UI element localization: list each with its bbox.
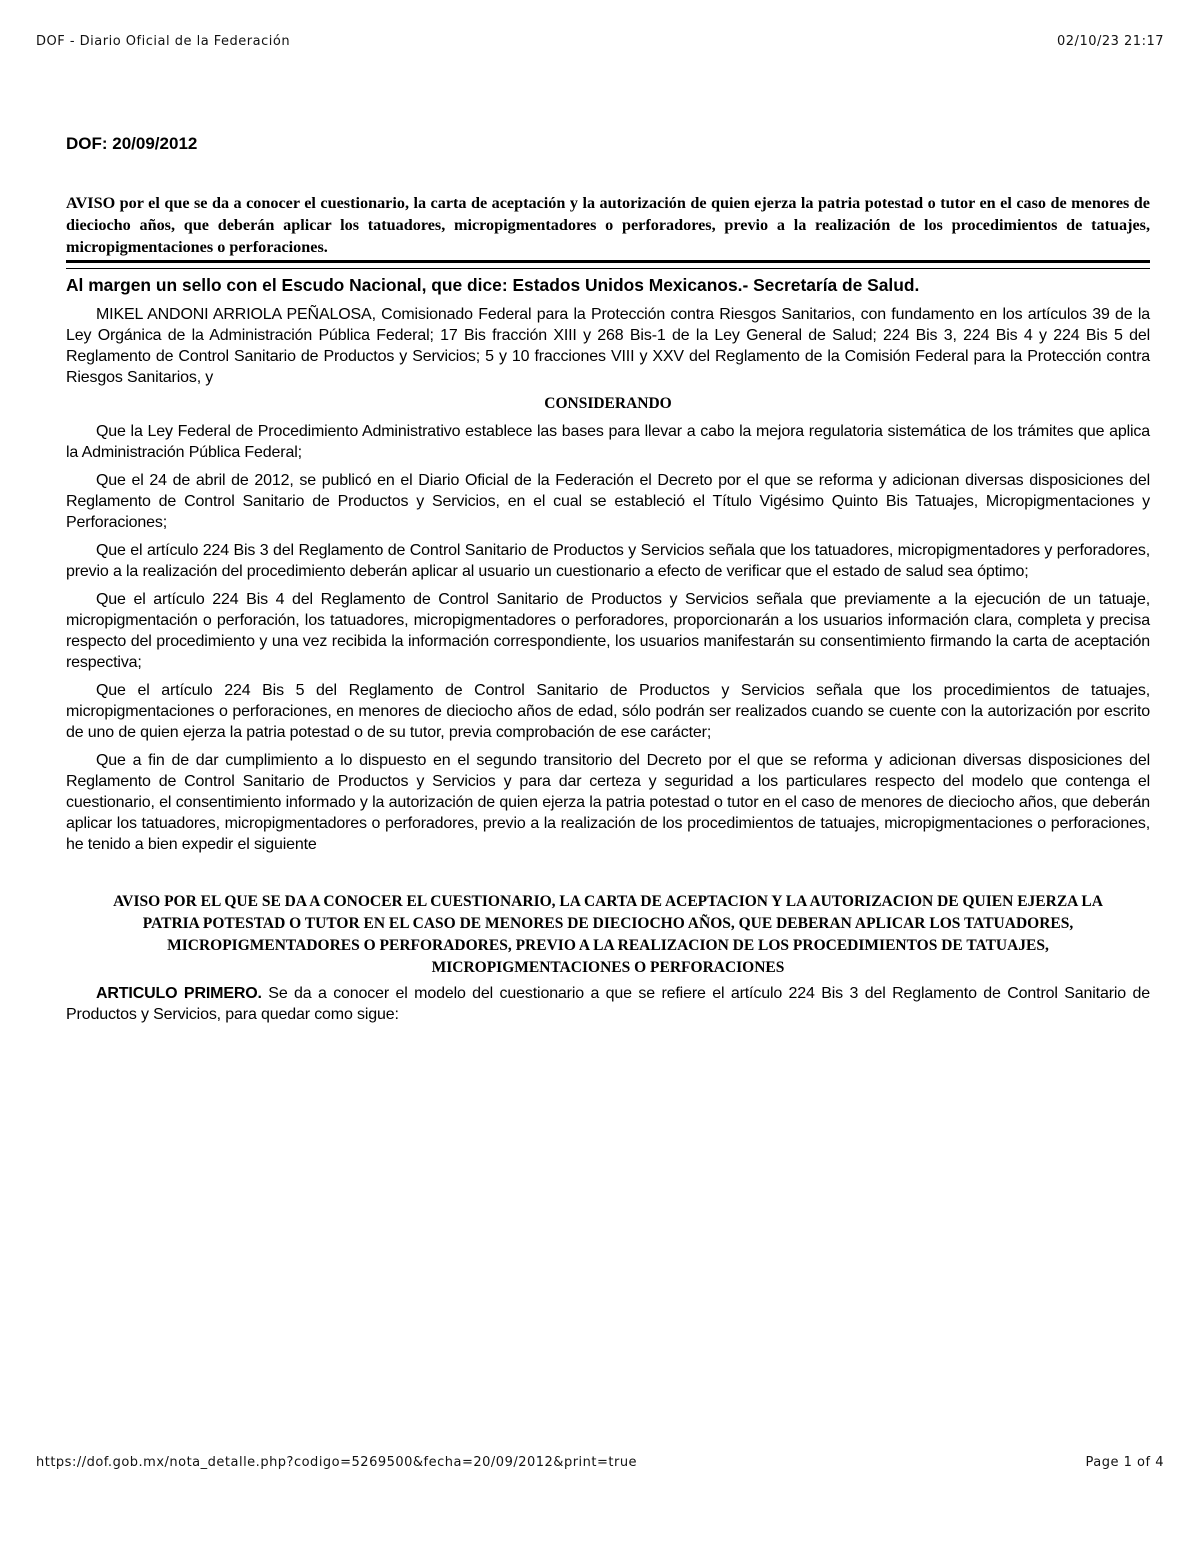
print-footer-url: https://dof.gob.mx/nota_detalle.php?codigo=5269500&fecha=20/09/2012&print=true bbox=[36, 1455, 638, 1470]
title-divider-thin bbox=[66, 268, 1150, 269]
aviso-caps-title: AVISO POR EL QUE SE DA A CONOCER EL CUESTIONARIO, LA CARTA DE ACEPTACION Y LA AUTORIZACION DE QUIEN EJERZA LA PATRIA POTESTAD O TUTOR EN EL CASO DE MENORES DE DIECIOCHO AÑOS, QUE DEBERAN APLICAR LOS TATUADORES, MICROPIGMENTADORES O PERFORADORES, PREVIO A LA REALIZACION DE LOS PROCEDIMIENTOS DE TATUAJES, MICROPIGMENTACIONES O PERFORACIONES bbox=[113, 893, 1103, 976]
document-title: AVISO por el que se da a conocer el cuestionario, la carta de aceptación y la autorización de quien ejerza la patria potestad o tutor en el caso de menores de dieciocho años, que deberán aplicar los tatuadores, micropigmentadores o perforadores, previo a la realización de los procedimientos de tatuajes, micropigmentaciones o perforaciones. bbox=[66, 194, 1150, 256]
considerando-paragraph: Que el artículo 224 Bis 5 del Reglamento de Control Sanitario de Productos y Servicios señala que los procedimientos de tatuajes, micropigmentaciones o perforaciones, en menores de dieciocho años de edad, sólo podrán ser realizados cuando se cuente con la autorización por escrito de uno de quien ejerza la patria potestad o de su tutor, previa comprobación de ese carácter; bbox=[66, 682, 1150, 741]
considerando-paragraph: Que la Ley Federal de Procedimiento Administrativo establece las bases para llevar a cabo la mejora regulatoria sistemática de los trámites que aplica la Administración Pública Federal; bbox=[66, 423, 1150, 461]
print-footer-page-indicator: Page 1 of 4 bbox=[1085, 1455, 1164, 1470]
preamble-paragraph: MIKEL ANDONI ARRIOLA PEÑALOSA, Comisionado Federal para la Protección contra Riesgos Sanitarios, con fundamento en los artículos 39 de la Ley Orgánica de la Administración Pública Federal; 17 Bis fracción XIII y 268 Bis-1 de la Ley General de Salud; 224 Bis 3, 224 Bis 4 y 224 Bis 5 del Reglamento de Control Sanitario de Productos y Servicios; 5 y 10 fracciones VIII y XXV del Reglamento de la Comisión Federal para la Protección contra Riesgos Sanitarios, y bbox=[66, 306, 1150, 386]
print-header-site-title: DOF - Diario Oficial de la Federación bbox=[36, 34, 291, 49]
article-label: ARTICULO PRIMERO. bbox=[96, 985, 262, 1002]
print-footer bbox=[36, 1455, 1164, 1470]
dof-publication-date: DOF: 20/09/2012 bbox=[66, 134, 198, 153]
print-header-datetime: 02/10/23 21:17 bbox=[1057, 34, 1164, 49]
print-header bbox=[36, 34, 1164, 49]
article-primero-paragraph bbox=[66, 983, 1150, 1025]
considerando-paragraph: Que el artículo 224 Bis 4 del Reglamento de Control Sanitario de Productos y Servicios señala que previamente a la ejecución de un tatuaje, micropigmentación o perforación, los tatuadores, micropigmentadores o perforadores, proporcionarán a los usuarios información clara, completa y precisa respecto del procedimiento y una vez recibida la información correspondiente, los usuarios manifestarán su consentimiento firmando la carta de aceptación respectiva; bbox=[66, 591, 1150, 671]
document-body bbox=[66, 134, 1150, 1032]
considerando-paragraph: Que el artículo 224 Bis 3 del Reglamento de Control Sanitario de Productos y Servicios señala que los tatuadores, micropigmentadores y perforadores, previo a la realización del procedimiento deberán aplicar al usuario un cuestionario a efecto de verificar que el estado de salud sea óptimo; bbox=[66, 542, 1150, 580]
considerando-paragraph: Que el 24 de abril de 2012, se publicó en el Diario Oficial de la Federación el Decreto por el que se reforma y adicionan diversas disposiciones del Reglamento de Control Sanitario de Productos y Servicios, en el cual se estableció el Título Vigésimo Quinto Bis Tatuajes, Micropigmentaciones y Perforaciones; bbox=[66, 472, 1150, 531]
considerando-heading: CONSIDERANDO bbox=[544, 395, 672, 412]
seal-description: Al margen un sello con el Escudo Nacional, que dice: Estados Unidos Mexicanos.- Secretaría de Salud. bbox=[66, 275, 920, 295]
article-text: Se da a conocer el modelo del cuestionario a que se refiere el artículo 224 Bis 3 del Reglamento de Control Sanitario de Productos y Servicios, para quedar como sigue: bbox=[66, 985, 1150, 1023]
title-divider-thick bbox=[66, 260, 1150, 263]
considerando-paragraph: Que a fin de dar cumplimiento a lo dispuesto en el segundo transitorio del Decreto por el que se reforma y adicionan diversas disposiciones del Reglamento de Control Sanitario de Productos y Servicios y para dar certeza y seguridad a los particulares respecto del modelo que contenga el cuestionario, el consentimiento informado y la autorización de quien ejerza la patria potestad o tutor en el caso de menores de dieciocho años, que deberán aplicar los tatuadores, micropigmentadores o perforadores, previo a la realización de los procedimientos de tatuajes, micropigmentaciones o perforaciones, he tenido a bien expedir el siguiente bbox=[66, 752, 1150, 853]
